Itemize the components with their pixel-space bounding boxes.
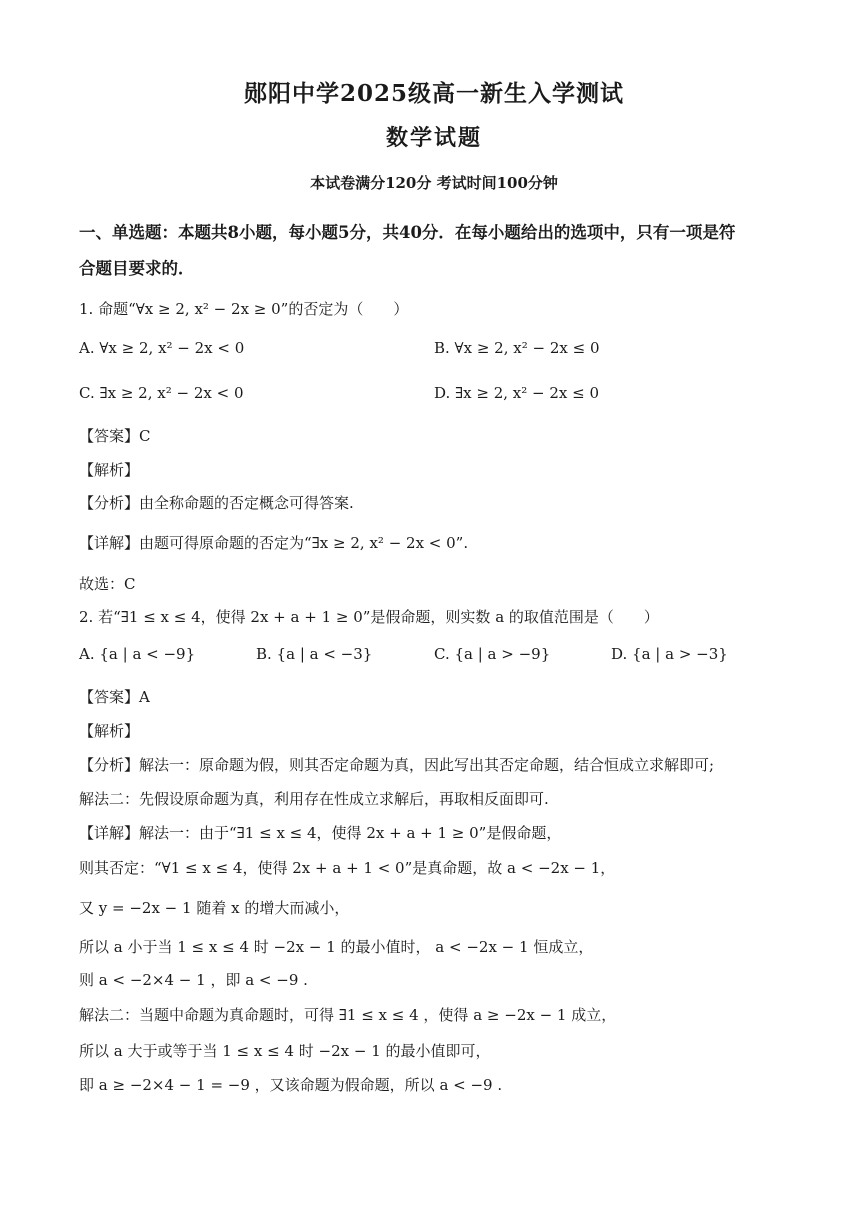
question-2-analysis-label: 【解析】 (79, 722, 140, 740)
question-2-method-2-cont: 所以 a 大于或等于当 1 ≤ x ≤ 4 时 −2x − 1 的最小值即可， (79, 1042, 491, 1060)
question-1-option-c: C. ∃x ≥ 2, x² − 2x < 0 (79, 384, 244, 402)
question-2-result-1: 则 a < −2×4 − 1 ，即 a < −9 . (79, 971, 308, 989)
question-1-analysis: 【分析】由全称命题的否定概念可得答案. (79, 494, 354, 512)
question-2-analysis: 【分析】解法一：原命题为假，则其否定命题为真，因此写出其否定命题，结合恒成立求解即可; (79, 756, 715, 774)
question-2-option-c: C. {a | a > −9} (434, 645, 551, 663)
section-heading: 一、单选题：本题共8小题，每小题5分，共40分．在每小题给出的选项中，只有一项是符 (79, 223, 736, 242)
question-2-option-b: B. {a | a < −3} (256, 645, 373, 663)
question-2-method-2: 解法二：当题中命题为真命题时，可得 ∃1 ≤ x ≤ 4 ，使得 a ≥ −2x − 1 成立， (79, 1006, 617, 1024)
question-2-detail: 【详解】解法一：由于“∃1 ≤ x ≤ 4，使得 2x + a + 1 ≥ 0”是假命题， (79, 824, 562, 842)
question-1-analysis-label: 【解析】 (79, 461, 140, 479)
exam-title: 郧阳中学2025级高一新生入学测试 (243, 80, 624, 107)
question-1-stem: 1. 命题“∀x ≥ 2, x² − 2x ≥ 0”的否定为（ ） (79, 300, 409, 318)
exam-info: 本试卷满分120分 考试时间100分钟 (310, 174, 558, 192)
exam-subject: 数学试题 (385, 125, 482, 151)
question-2-monotonic: 又 y = −2x − 1 随着 x 的增大而减小， (79, 899, 350, 917)
question-1-detail: 【详解】由题可得原命题的否定为“∃x ≥ 2, x² − 2x < 0”. (79, 534, 469, 552)
section-heading-cont: 合题目要求的． (79, 259, 195, 278)
question-1-option-d: D. ∃x ≥ 2, x² − 2x ≤ 0 (434, 384, 600, 402)
question-2-stem: 2. 若“∃1 ≤ x ≤ 4，使得 2x + a + 1 ≥ 0”是假命题，则实数 a 的取值范围是（ ） (79, 608, 659, 626)
question-2-result-2: 即 a ≥ −2×4 − 1 = −9 ，又该命题为假命题，所以 a < −9 . (79, 1076, 503, 1094)
question-2-min-value: 所以 a 小于当 1 ≤ x ≤ 4 时 −2x − 1 的最小值时， a < −2x − 1 恒成立， (79, 938, 594, 956)
question-2-answer: 【答案】A (79, 688, 150, 706)
question-2-option-d: D. {a | a > −3} (611, 645, 728, 663)
question-1-answer: 【答案】C (79, 427, 151, 445)
question-1-option-a: A. ∀x ≥ 2, x² − 2x < 0 (79, 339, 245, 357)
question-2-method-2-note: 解法二：先假设原命题为真，利用存在性成立求解后，再取相反面即可. (79, 790, 549, 808)
question-2-negation: 则其否定：“∀1 ≤ x ≤ 4，使得 2x + a + 1 < 0”是真命题，故 a < −2x − 1， (79, 859, 616, 877)
question-1-option-b: B. ∀x ≥ 2, x² − 2x ≤ 0 (434, 339, 600, 357)
question-2-option-a: A. {a | a < −9} (79, 645, 196, 663)
question-1-choice: 故选：C (79, 575, 136, 593)
